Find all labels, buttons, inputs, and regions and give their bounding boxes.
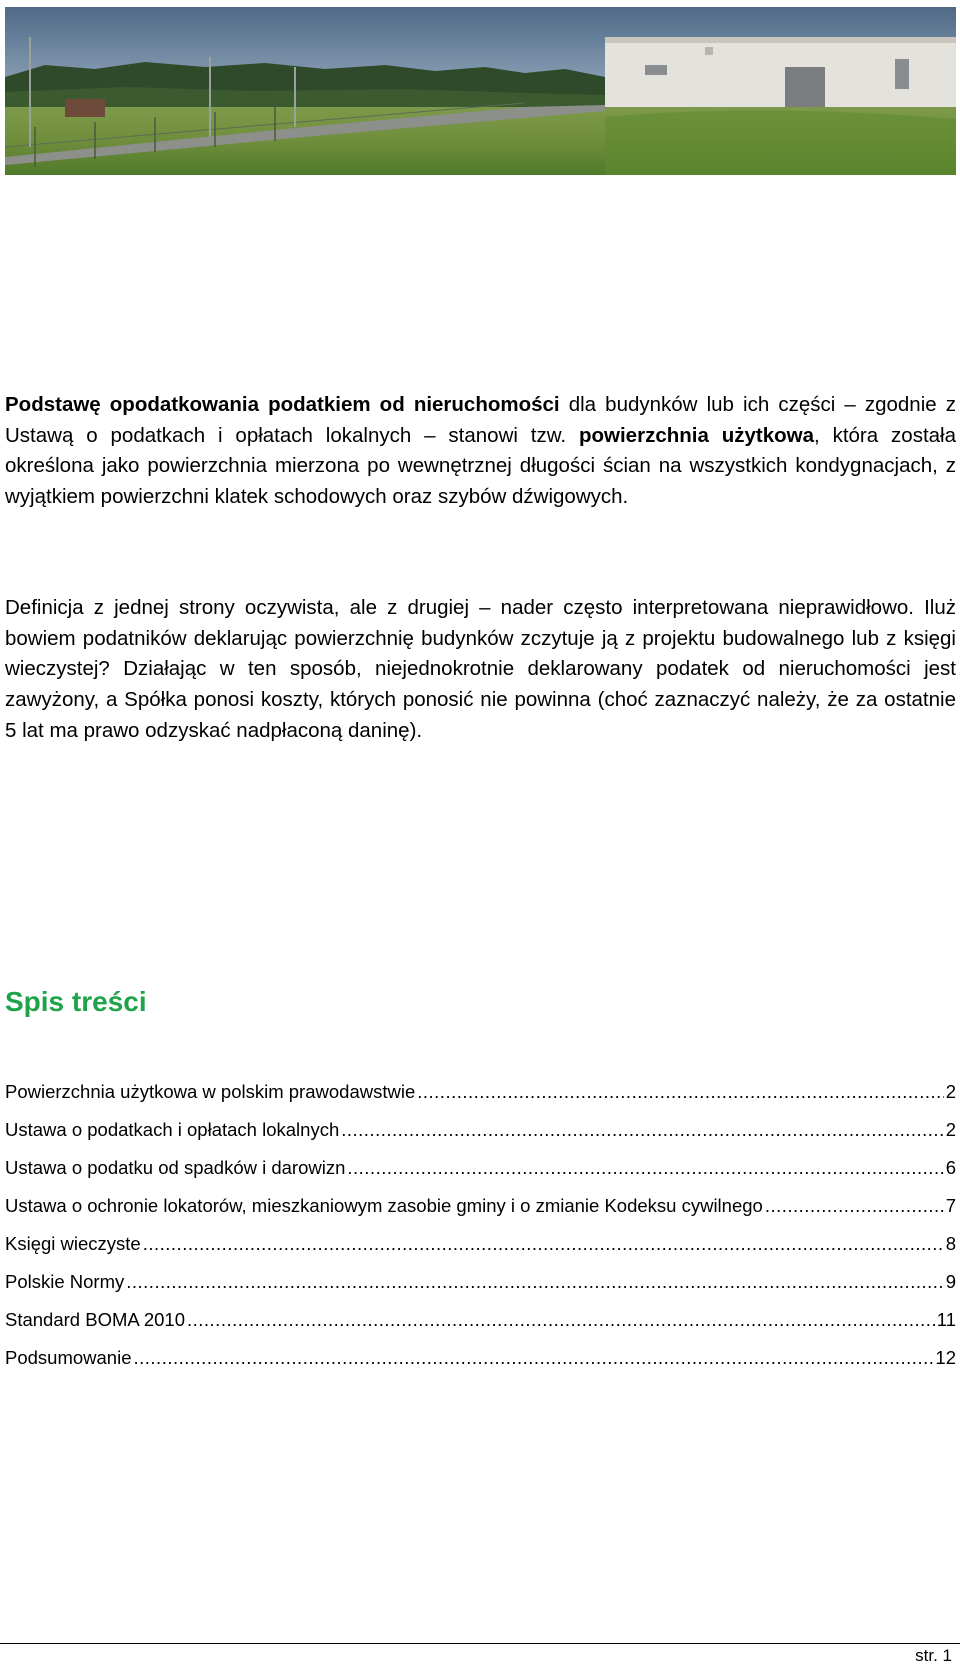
- toc-leader-dots: [134, 1346, 934, 1370]
- toc-item-label: Podsumowanie: [5, 1347, 132, 1368]
- toc-item[interactable]: [5, 1270, 956, 1308]
- intro-text-2: , która została określona jako powierzchnia mierzona po wewnętrznej długości ścian na wszystkich kondygnacjach, z wyjątkiem powierzchni klatek schodowych oraz szybów dźwigowych.: [5, 423, 956, 509]
- toc-item-label: Ustawa o podatkach i opłatach lokalnych: [5, 1119, 340, 1140]
- toc-item[interactable]: [5, 1308, 956, 1346]
- toc-item-page: 2: [945, 1081, 956, 1102]
- table-of-contents: [5, 1080, 956, 1384]
- toc-leader-dots: [143, 1232, 944, 1256]
- banner-photo: [5, 7, 956, 175]
- toc-item[interactable]: [5, 1346, 956, 1384]
- toc-item[interactable]: [5, 1194, 956, 1232]
- toc-item-label: Księgi wieczyste: [5, 1233, 141, 1254]
- toc-item-label: Powierzchnia użytkowa w polskim prawodawstwie: [5, 1081, 416, 1102]
- toc-item-page: 2: [945, 1119, 956, 1140]
- toc-item[interactable]: [5, 1232, 956, 1270]
- toc-item[interactable]: [5, 1080, 956, 1118]
- toc-item-label: Ustawa o ochronie lokatorów, mieszkaniowym zasobie gminy i o zmianie Kodeksu cywilnego: [5, 1195, 763, 1216]
- toc-item-page: 9: [945, 1271, 956, 1292]
- toc-item[interactable]: [5, 1118, 956, 1156]
- toc-item-label: Ustawa o podatku od spadków i darowizn: [5, 1157, 346, 1178]
- intro-bold-usable-area: powierzchnia użytkowa: [579, 423, 815, 447]
- toc-leader-dots: [341, 1118, 943, 1142]
- intro-text-1: dla budynków lub ich części – zgodnie z Ustawą o podatkach i opłatach lokalnych – stanowi tzw.: [5, 393, 956, 447]
- definition-paragraph: Definicja z jednej strony oczywista, ale z drugiej – nader często interpretowana nieprawidłowo. Iluż bowiem podatników deklarując powierzchnię budynków zczytuje ją z projektu budowalnego lub z księgi wieczystej? Działając w ten sposób, niejednokrotnie deklarowany podatek od nieruchomości jest zawyżony, a Spółka ponosi koszty, których ponosić nie powinna (choć zaznaczyć należy, że za ostatnie 5 lat ma prawo odzyskać nadpłaconą daninę).: [5, 596, 956, 742]
- footer-divider: [0, 1643, 960, 1644]
- page-number: str. 1: [915, 1646, 952, 1665]
- toc-item-page: 7: [945, 1195, 956, 1216]
- toc-leader-dots: [126, 1270, 943, 1294]
- toc-item-page: 11: [936, 1309, 956, 1330]
- toc-leader-dots: [347, 1156, 943, 1180]
- toc-leader-dots: [417, 1080, 943, 1104]
- toc-item-label: Standard BOMA 2010: [5, 1309, 185, 1330]
- toc-item-page: 12: [935, 1347, 956, 1368]
- toc-item-page: 6: [945, 1157, 956, 1178]
- intro-bold-tax-base: Podstawę opodatkowania podatkiem od nieruchomości: [5, 393, 560, 416]
- toc-title: Spis treści: [5, 986, 147, 1017]
- intro-paragraph: [5, 390, 956, 513]
- toc-leader-dots: [765, 1194, 944, 1218]
- toc-item[interactable]: [5, 1156, 956, 1194]
- toc-item-page: 8: [945, 1233, 956, 1254]
- toc-item-label: Polskie Normy: [5, 1271, 125, 1292]
- toc-leader-dots: [187, 1308, 935, 1332]
